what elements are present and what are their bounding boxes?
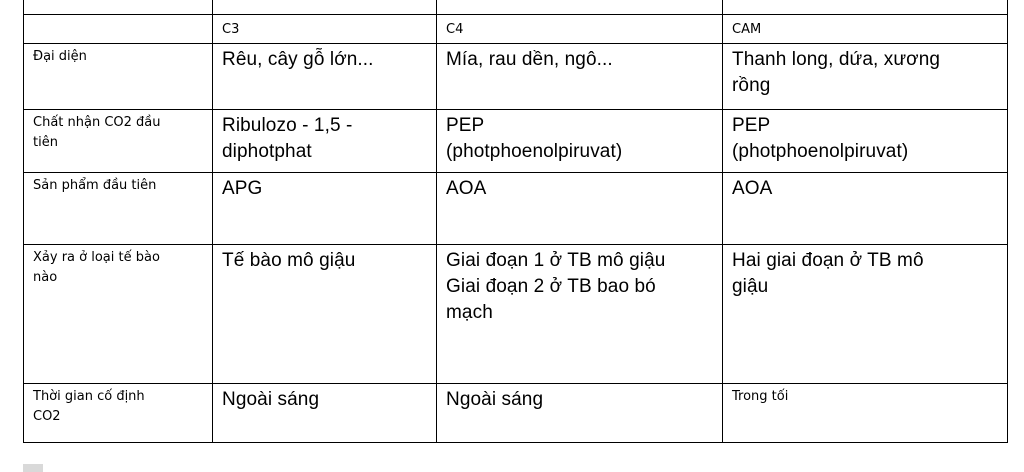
- cell-c4: Mía, rau dền, ngô...: [437, 44, 723, 110]
- spacer-cell: [24, 0, 213, 15]
- cell-c4: Ngoài sáng: [437, 384, 723, 443]
- header-cam: CAM: [723, 15, 1008, 44]
- cell-c3: APG: [213, 173, 437, 245]
- cell-c3: Ribulozo - 1,5 - diphotphat: [213, 110, 437, 173]
- row-label: Chất nhận CO2 đầu tiên: [24, 110, 213, 173]
- cell-cam: Hai giai đoạn ở TB mô giậu: [723, 245, 1008, 384]
- header-row: [24, 15, 1008, 44]
- row-label: Sản phẩm đầu tiên: [24, 173, 213, 245]
- row-label: Đại diện: [24, 44, 213, 110]
- top-spacer-row: [24, 0, 1008, 15]
- table-row-first-product: [24, 173, 1008, 245]
- row-label: Thời gian cố định CO2: [24, 384, 213, 443]
- table-row-co2-acceptor: [24, 110, 1008, 173]
- cell-cam: Trong tối: [723, 384, 1008, 443]
- spacer-cell: [723, 0, 1008, 15]
- cell-c3: Tế bào mô giậu: [213, 245, 437, 384]
- cell-c4: Giai đoạn 1 ở TB mô giậu Giai đoạn 2 ở TB bao bó mạch: [437, 245, 723, 384]
- cell-cam: Thanh long, dứa, xương rồng: [723, 44, 1008, 110]
- header-corner-cell: [24, 15, 213, 44]
- spacer-cell: [437, 0, 723, 15]
- table-row-cell-type: [24, 245, 1008, 384]
- cell-c4: AOA: [437, 173, 723, 245]
- cell-c3: Rêu, cây gỗ lớn...: [213, 44, 437, 110]
- row-label: Xảy ra ở loại tế bào nào: [24, 245, 213, 384]
- cell-c4: PEP (photphoenolpiruvat): [437, 110, 723, 173]
- table-row-fixation-time: [24, 384, 1008, 443]
- comparison-table: [23, 0, 1008, 443]
- scrollbar-fragment[interactable]: [23, 464, 43, 472]
- table-row-representative: [24, 44, 1008, 110]
- header-c3: C3: [213, 15, 437, 44]
- header-c4: C4: [437, 15, 723, 44]
- spacer-cell: [213, 0, 437, 15]
- cell-cam: AOA: [723, 173, 1008, 245]
- cell-cam: PEP (photphoenolpiruvat): [723, 110, 1008, 173]
- cell-c3: Ngoài sáng: [213, 384, 437, 443]
